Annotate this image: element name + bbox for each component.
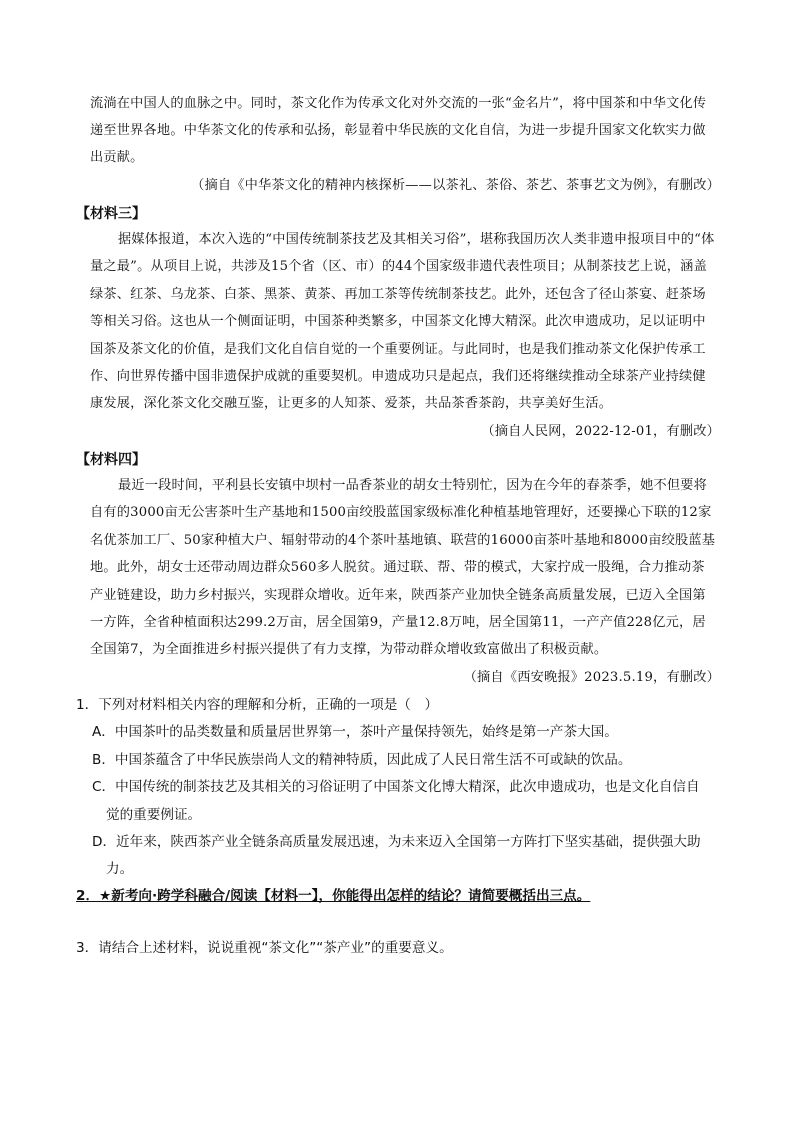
question1-option-d-cont: 力。 — [106, 861, 134, 877]
question1-option-a: A．中国茶叶的品类数量和质量居世界第一，茶叶产量保持领先，始终是第一产茶大国。 — [92, 724, 618, 740]
material3-line: 绿茶、红茶、乌龙茶、白茶、黑茶、黄茶、再加工茶等传统制茶技艺。此外，还包含了径山茶宴、赶茶场 — [90, 287, 706, 302]
material3-line: 等相关习俗。这也从一个侧面证明，中国茶种类繁多，中国茶文化博大精深。此次申遗成功，足以证明中 — [90, 314, 706, 329]
question1-option-d: D．近年来，陕西茶产业全链条高质量发展迅速，为未来迈入全国第一方阵打下坚实基础，提供强大助 — [92, 834, 701, 850]
material3-line: 量之最”。从项目上说，共涉及15个省（区、市）的44个国家级非遗代表性项目；从制茶技艺上说，涵盖 — [90, 259, 707, 274]
material4-heading: 【材料四】 — [76, 452, 146, 468]
material4-line: 名优茶加工厂、50家种植大户、辐射带动的4个茶叶基地镇、联营的16000亩茶叶基地和8000亩绞股蓝基 — [90, 533, 716, 548]
material4-line: 一方阵，全省种植面积达299.2万亩，居全国第9，产量12.8万吨，居全国第11，一产产值228亿元，居 — [90, 615, 706, 630]
material3-heading: 【材料三】 — [76, 206, 146, 222]
material3-line: 据媒体报道，本次入选的“中国传统制茶技艺及其相关习俗”，堪称我国历次人类非遗申报项目中的“体 — [118, 232, 715, 247]
material3-line: 康发展，深化茶文化交融互鉴，让更多的人知茶、爱茶，共品茶香茶韵，共享美好生活。 — [90, 396, 613, 411]
material4-line: 全国第7，为全面推进乡村振兴提供了有力支撑，为带动群众增收致富做出了积极贡献。 — [90, 642, 608, 657]
material2-line: 出贡献。 — [90, 150, 144, 165]
material4-line: 产业链建设，助力乡村振兴，实现群众增收。近年来，陕西茶产业加快全链条高质量发展，已迈入全国第 — [90, 588, 706, 603]
material3-line: 国茶及茶文化的价值，是我们文化自信自觉的一个重要例证。与此同时，也是我们推动茶文化保护传承工 — [90, 342, 706, 357]
question1-stem: 1．下列对材料相关内容的理解和分析，正确的一项是（ ） — [76, 697, 439, 713]
material4-line: 地。此外，胡女士还带动周边群众560多人脱贫。通过联、帮、带的模式，大家拧成一股绳，合力推动茶 — [90, 560, 705, 575]
material3-source: （摘自人民网，2022-12-01，有删改） — [481, 424, 720, 439]
question3-text: 3．请结合上述材料，说说重视“茶文化”“茶产业”的重要意义。 — [76, 940, 453, 956]
question1-option-b: B．中国茶蕴含了中华民族崇尚人文的精神特质，因此成了人民日常生活不可或缺的饮品。 — [92, 752, 632, 768]
question1-option-c-cont: 觉的重要例证。 — [106, 807, 202, 823]
material3-line: 作、向世界传播中国非遗保护成就的重要契机。申遗成功只是起点，我们还将继续推动全球茶产业持续健 — [90, 369, 706, 384]
material4-line: 自有的3000亩无公害茶叶生产基地和1500亩绞股蓝国家级标准化种植基地管理好，还要操心下联的12家 — [90, 505, 712, 520]
question2-text: 2．★新考向·跨学科融合/阅读【材料一】，你能得出怎样的结论？请简要概括出三点。 — [76, 888, 591, 904]
material4-line: 最近一段时间，平利县长安镇中坝村一品香茶业的胡女士特别忙，因为在今年的春茶季，她不但要将 — [118, 478, 708, 493]
material4-source: （摘自《西安晚报》2023.5.19，有删改） — [463, 670, 720, 685]
material2-line: 递至世界各地。中华茶文化的传承和弘扬，彰显着中华民族的文化自信，为进一步提升国家文化软实力做 — [90, 123, 706, 138]
question1-option-c: C．中国传统的制茶技艺及其相关的习俗证明了中国茶文化博大精深，此次申遗成功，也是文化自信自 — [92, 779, 700, 795]
material2-source: （摘自《中华茶文化的精神内核探析——以茶礼、茶俗、茶艺、茶事艺文为例》，有删改） — [191, 178, 720, 193]
material2-line: 流淌在中国人的血脉之中。同时，茶文化作为传承文化对外交流的一张“金名片”，将中国茶和中华文化传 — [90, 96, 707, 111]
